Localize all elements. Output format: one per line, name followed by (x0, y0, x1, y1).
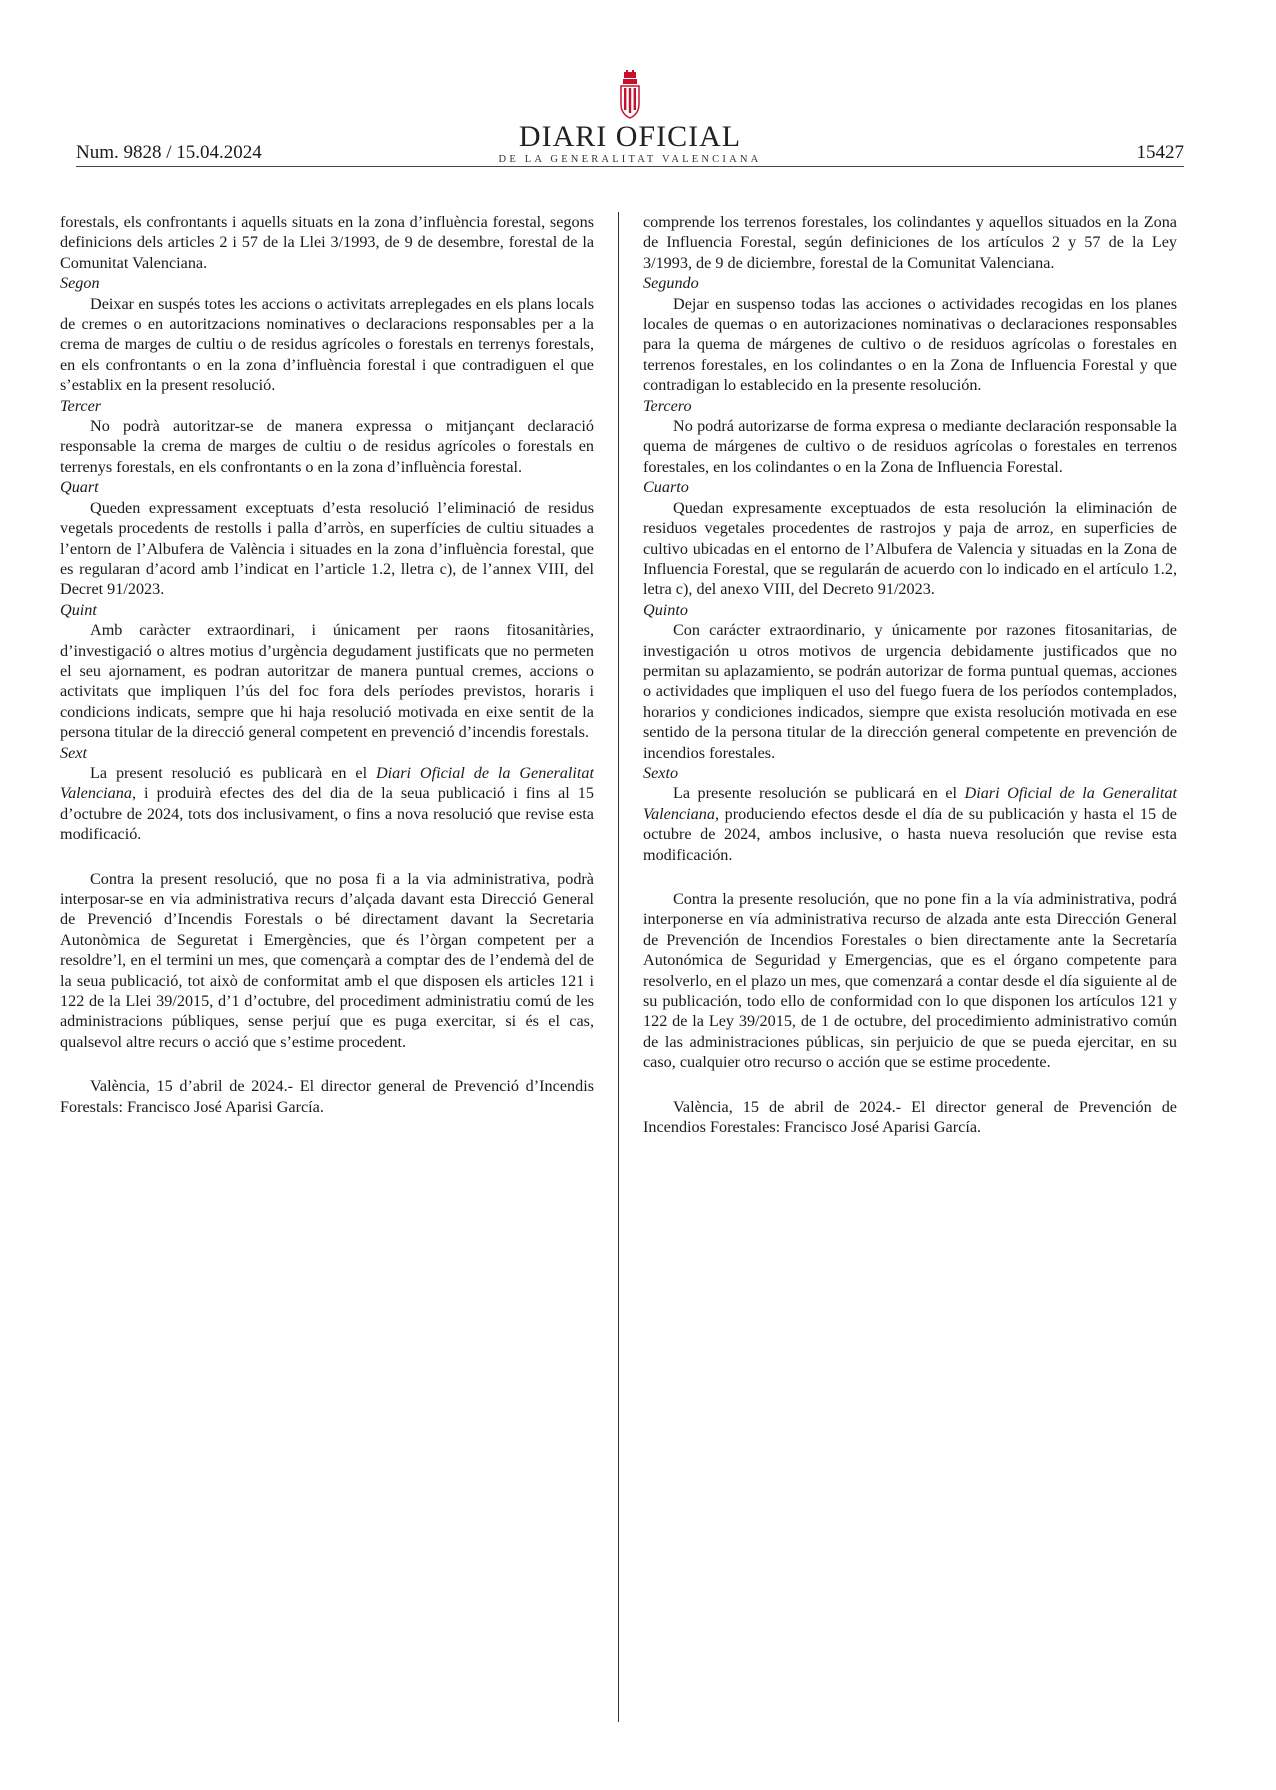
section-paragraph: Queden expressament exceptuats d’esta resolució l’eliminació de residus vegetals procedents de restolls i palla d’arròs, en superfícies de cultiu situades a l’entorn de l’Albufera de València i situades en la zona d’influència forestal, que es regularan d’acord amb l’indicat en l’article 1.2, lletra c), de l’annex VIII, del Decret 91/2023. (60, 498, 594, 599)
section-heading: Tercer (60, 396, 102, 415)
column-divider (618, 212, 619, 1722)
section-paragraph: Deixar en suspés totes les accions o activitats arreplegades en els plans locals de cremes o en autoritzacions nominatives o declaracions responsables per a la crema de marges de cultiu o de residus agrícoles o forestals en terrenys forestals, en els confrontants o en la zona d’influència forestal i que contradiguen el que s’establix en la present resolució. (60, 294, 594, 395)
section-paragraph (60, 763, 594, 845)
section-heading: Tercero (643, 396, 692, 415)
appeal-paragraph: Contra la present resolució, que no posa fi a la via administrativa, podrà interposar-se en via administrativa recurs d’alçada davant esta Direcció General de Prevenció d’Incendis Forestals o bé directament davant la Secretaria Autonòmica de Seguretat i Emergències, que és l’òrgan competent per a resoldre’l, en el termini un mes, que començarà a comptar des de l’endemà del de la seua publicació, tot això de conformitat amb el que disposen els articles 121 i 122 de la Llei 39/2015, d’1 d’octubre, del procediment administratiu comú de les administracions públiques, sense perjuí que es puga exercitar, si és el cas, qualsevol altre recurs o acció que s’estime procedent. (60, 869, 594, 1051)
section-heading: Segundo (643, 274, 699, 293)
page-header (76, 70, 1184, 166)
section-paragraph: Dejar en suspenso todas las acciones o actividades recogidas en los planes locales de quemas o en autorizaciones nominativas o declaraciones responsables para la quema de márgenes de cultivo o de residuos agrícolas o forestales en terrenos forestales, en los colindantes o en la Zona de Influencia Forestal y que contradigan lo establecido en la presente resolución. (643, 294, 1177, 395)
section-heading: Sext (60, 743, 87, 762)
signature: València, 15 de abril de 2024.- El director general de Prevención de Incendios Forestales: Francisco José Aparisi García. (643, 1097, 1177, 1137)
text-run: La present resolució es publicarà en el (90, 763, 376, 782)
section-paragraph: No podrá autorizarse de forma expresa o mediante declaración responsable la quema de márgenes de cultivo o de residuos agrícolas o forestales en terrenos forestales, en los colindantes o en la Zona de Influencia Forestal. (643, 417, 1177, 476)
section-heading: Cuarto (643, 478, 689, 497)
journal-name: Diari Oficial de la Generalitat Valenciana (60, 763, 594, 803)
header-rule (76, 166, 1184, 167)
left-column-valencian (60, 212, 594, 1117)
generalitat-emblem-icon (615, 70, 645, 122)
signature: València, 15 d’abril de 2024.- El director general de Prevenció d’Incendis Forestals: Francisco José Aparisi García. (60, 1077, 594, 1116)
text-run: La presente resolución se publicará en el (673, 784, 965, 803)
masthead-title: DIARI OFICIAL (518, 120, 742, 153)
section-paragraph: Amb caràcter extraordinari, i únicament per raons fitosanitàries, d’investigació o altres motius d’urgència degudament justificats que no permeten el seu ajornament, es podran autoritzar de manera puntual cremes, accions o activitats que impliquen l’ús del foc fora dels períodes previstos, horaris i condicions indicats, sempre que hi haja resolució motivada en eixe sentit de la persona titular de la direcció general competent en prevenció d’incendis forestals. (60, 621, 594, 742)
section-heading: Quart (60, 478, 99, 497)
journal-name: Diari Oficial de la Generalitat Valenciana (643, 784, 1177, 823)
intro-paragraph: forestals, els confrontants i aquells situats en la zona d’influència forestal, segons definicions dels articles 2 i 57 de la Llei 3/1993, de 9 de desembre, forestal de la Comunitat Valenciana. (60, 213, 594, 272)
appeal-paragraph: Contra la presente resolución, que no pone fin a la vía administrativa, podrá interponerse en vía administrativa recurso de alzada ante esta Dirección General de Prevención de Incendios Forestales o bien directamente ante la Secretaría Autonómica de Seguridad y Emergencias, que es el órgano competente para resolverlo, en el plazo un mes, que comenzará a contar desde el día siguiente al de su publicación, todo ello de conformidad con lo que disponen los artículos 121 y 122 de la Ley 39/2015, de 1 de octubre, del procedimiento administrativo común de las administraciones públicas, sin perjuicio de que se pueda ejercitar, en su caso, cualquier otro recurso o acción que se estime procedente. (643, 890, 1177, 1072)
section-paragraph (643, 783, 1177, 865)
section-paragraph: Quedan expresamente exceptuados de esta resolución la eliminación de residuos vegetales procedentes de rastrojos y paja de arroz, en superficies de cultivo ubicadas en el entorno de l’Albufera de Valencia y situadas en la Zona de Influencia Forestal, que se regularán de acuerdo con lo indicado en el artículo 1.2, letra c), del anexo VIII, del Decreto 91/2023. (643, 498, 1177, 599)
text-run: , produciendo efectos desde el día de su publicación y hasta el 15 de octubre de 2024, ambos inclusive, o hasta nueva resolución que revise esta modificación. (643, 804, 1177, 864)
page-number: 15427 (1136, 142, 1184, 163)
text-run: , i produirà efectes des del dia de la seua publicació i fins al 15 d’octubre de 2024, tots dos inclusivament, o fins a nova resolució que revise esta modificació. (60, 784, 594, 844)
section-heading: Segon (60, 274, 100, 293)
masthead (76, 70, 1184, 165)
right-column-spanish (643, 212, 1177, 1137)
section-paragraph: Con carácter extraordinario, y únicamente por razones fitosanitarias, de investigación u otros motivos de urgencia debidamente justificados que no permitan su aplazamiento, se podrán autorizar de forma puntual quemas, acciones o actividades que impliquen el uso del fuego fuera de los períodos contemplados, horarios y condiciones indicados, siempre que exista resolución motivada en ese sentido de la persona titular de la dirección general competente en prevención de incendios forestales. (643, 621, 1177, 762)
section-heading: Quint (60, 600, 97, 619)
section-heading: Sexto (643, 763, 679, 782)
section-paragraph: No podrà autoritzar-se de manera expressa o mitjançant declaració responsable la crema de marges de cultiu o de residus agrícoles o forestals en terrenys forestals, en els confrontants o en la zona d’influència forestal. (60, 417, 594, 476)
section-heading: Quinto (643, 600, 688, 619)
issue-number: Num. 9828 / 15.04.2024 (76, 142, 262, 163)
intro-paragraph: comprende los terrenos forestales, los colindantes y aquellos situados en la Zona de Influencia Forestal, según definiciones de los artículos 2 y 57 de la Ley 3/1993, de 9 de diciembre, forestal de la Comunitat Valenciana. (643, 213, 1177, 272)
masthead-subtitle: DE LA GENERALITAT VALENCIANA (498, 154, 762, 165)
